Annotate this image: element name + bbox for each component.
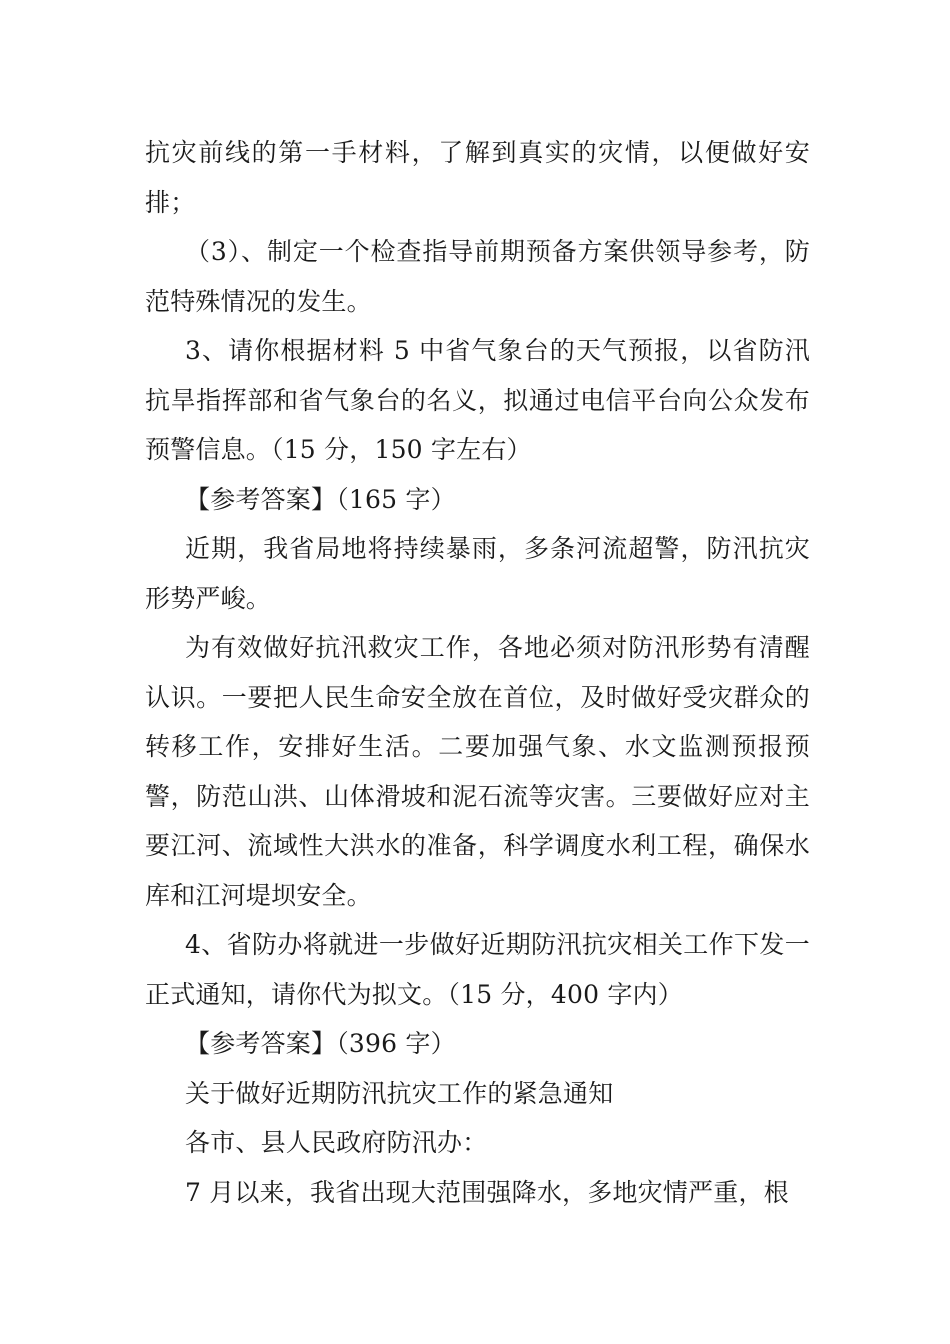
- notice-recipient: 各市、县人民政府防汛办：: [185, 1128, 488, 1157]
- reference-answer-heading: 【参考答案】（396 字）: [185, 1029, 456, 1058]
- paragraph: 近期，我省局地将持续暴雨，多条河流超警，防汛抗灾形势严峻。: [145, 534, 810, 613]
- question-3-paragraph: 3、请你根据材料 5 中省气象台的天气预报，以省防汛抗旱指挥部和省气象台的名义，拟通过电信平台向公众发布预警信息。（15 分，150 字左右）: [145, 336, 810, 464]
- paragraph: 7 月以来，我省出现大范围强降水，多地灾情严重，根: [185, 1177, 789, 1207]
- reference-answer-heading: 【参考答案】（165 字）: [185, 484, 456, 514]
- question-4-paragraph: 4、省防办将就进一步做好近期防汛抗灾相关工作下发一正式通知，请你代为拟文。（15 分，400 字内）: [145, 930, 810, 1009]
- paragraph: 抗灾前线的第一手材料，了解到真实的灾情，以便做好安排；: [145, 138, 810, 217]
- paragraph: 为有效做好抗汛救灾工作，各地必须对防汛形势有清醒认识。一要把人民生命安全放在首位，及时做好受灾群众的转移工作，安排好生活。二要加强气象、水文监测预报预警，防范山洪、山体滑坡和泥石流等灾害。三要做好应对主要江河、流域性大洪水的准备，科学调度水利工程，确保水库和江河堤坝安全。: [145, 633, 810, 910]
- document-body: [145, 128, 810, 1217]
- paragraph: （3）、制定一个检查指导前期预备方案供领导参考，防范特殊情况的发生。: [145, 237, 810, 316]
- notice-title: 关于做好近期防汛抗灾工作的紧急通知: [185, 1078, 614, 1108]
